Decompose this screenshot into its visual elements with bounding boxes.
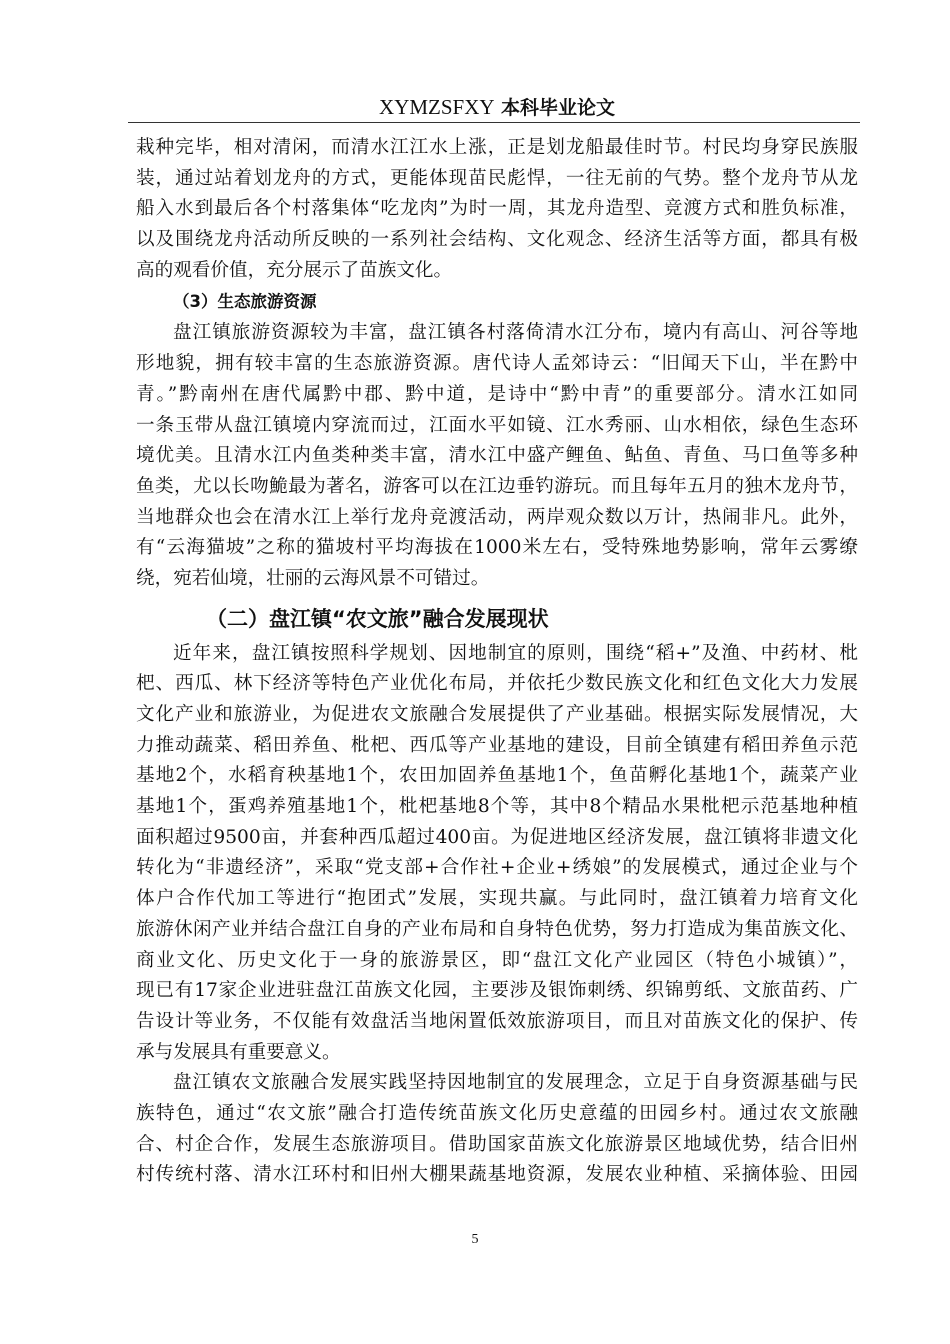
text-line: 盘江镇旅游资源较为丰富，盘江镇各村落倚清水江分布，境内有高山、河谷等地 — [173, 322, 858, 344]
text-line: 绕，宛若仙境，壮丽的云海风景不可错过。 — [136, 567, 490, 589]
text-line: 合、村企合作，发展生态旅游项目。借助国家苗族文化旅游景区地域优势，结合旧州 — [136, 1133, 858, 1155]
text-line: 力推动蔬菜、稻田养鱼、枇杷、西瓜等产业基地的建设，目前全镇建有稻田养鱼示范 — [136, 734, 858, 756]
text-line: 当地群众也会在清水江上举行龙舟竞渡活动，两岸观众数以万计，热闹非凡。此外， — [136, 506, 858, 528]
page-header — [136, 94, 858, 121]
text-line: 文化产业和旅游业，为促进农文旅融合发展提供了产业基础。根据实际发展情况，大 — [136, 704, 858, 725]
text-line: 青。”黔南州在唐代属黔中郡、黔中道，是诗中“黔中青”的重要部分。清水江如同 — [136, 383, 858, 405]
text-line: 商业文化、历史文化于一身的旅游景区，即“盘江文化产业园区（特色小城镇）”， — [136, 949, 858, 971]
text-line: 告设计等业务，不仅能有效盘活当地闲置低效旅游项目，而且对苗族文化的保护、传 — [136, 1010, 858, 1032]
section-heading: （二）盘江镇“农文旅”融合发展现状 — [206, 606, 549, 631]
text-line: 一条玉带从盘江镇境内穿流而过，江面水平如镜、江水秀丽、山水相依，绿色生态环 — [136, 414, 858, 436]
paragraph — [136, 1068, 858, 1191]
text-line: 近年来，盘江镇按照科学规划、因地制宜的原则，围绕“稻+”及渔、中药材、枇 — [173, 642, 858, 664]
paragraph — [136, 133, 858, 286]
text-line: 基地2个，水稻育秧基地1个，农田加固养鱼基地1个，鱼苗孵化基地1个，蔬菜产业 — [136, 765, 858, 787]
text-line: 现已有17家企业进驻盘江苗族文化园，主要涉及银饰刺绣、织锦剪纸、文旅苗药、广 — [136, 980, 858, 1002]
text-line: 境优美。且清水江内鱼类种类丰富，清水江中盛产鲤鱼、鲇鱼、青鱼、马口鱼等多种 — [136, 445, 858, 467]
paragraph — [136, 318, 858, 594]
text-line: 承与发展具有重要意义。 — [136, 1041, 341, 1063]
text-line: 转化为“非遗经济”，采取“党支部+合作社+企业+绣娘”的发展模式，通过企业与个 — [136, 857, 858, 879]
text-line: 基地1个，蛋鸡养殖基地1个，枇杷基地8个等，其中8个精品水果枇杷示范基地种植 — [136, 796, 858, 818]
page-number: 5 — [471, 1232, 479, 1247]
text-line: 形地貌，拥有较丰富的生态旅游资源。唐代诗人孟郊诗云：“旧闻天下山，半在黔中 — [136, 353, 858, 375]
header-school-code: XYMZSFXY — [379, 95, 495, 119]
text-line: 杷、西瓜、林下经济等特色产业优化布局，并依托少数民族文化和红色文化大力发展 — [136, 673, 858, 695]
text-line: 面积超过9500亩，并套种西瓜超过400亩。为促进地区经济发展，盘江镇将非遗文化 — [136, 826, 858, 848]
text-line: 高的观看价值，充分展示了苗族文化。 — [136, 259, 453, 281]
text-line: 装，通过站着划龙舟的方式，更能体现苗民彪悍，一往无前的气势。整个龙舟节从龙 — [136, 167, 858, 189]
text-line: 有“云海猫坡”之称的猫坡村平均海拔在1000米左右，受特殊地势影响，常年云雾缭 — [136, 537, 858, 559]
text-line: 族特色，通过“农文旅”融合打造传统苗族文化历史意蕴的田园乡村。通过农文旅融 — [136, 1102, 858, 1124]
header-rule — [128, 122, 860, 123]
header-title: 本科毕业论文 — [500, 97, 615, 119]
text-line: 栽种完毕，相对清闲，而清水江江水上涨，正是划龙船最佳时节。村民均身穿民族服 — [136, 137, 858, 158]
text-line: 体户合作代加工等进行“抱团式”发展，实现共赢。与此同时，盘江镇着力培育文化 — [136, 888, 858, 910]
text-line: 船入水到最后各个村落集体“吃龙肉”为时一周，其龙舟造型、竞渡方式和胜负标准， — [136, 198, 858, 220]
paragraph — [136, 639, 858, 1069]
document-body — [136, 133, 858, 1191]
subsection-heading: （3）生态旅游资源 — [173, 292, 317, 312]
text-line: 鱼类，尤以长吻鮠最为著名，游客可以在江边垂钓游玩。而且每年五月的独木龙舟节， — [136, 475, 858, 497]
text-line: 旅游休闲产业并结合盘江自身的产业布局和自身特色优势，努力打造成为集苗族文化、 — [136, 918, 858, 940]
text-line: 村传统村落、清水江环村和旧州大棚果蔬基地资源，发展农业种植、采摘体验、田园 — [136, 1164, 858, 1186]
text-line: 盘江镇农文旅融合发展实践坚持因地制宜的发展理念，立足于自身资源基础与民 — [173, 1072, 858, 1094]
text-line: 以及围绕龙舟活动所反映的一系列社会结构、文化观念、经济生活等方面，都具有极 — [136, 229, 858, 251]
